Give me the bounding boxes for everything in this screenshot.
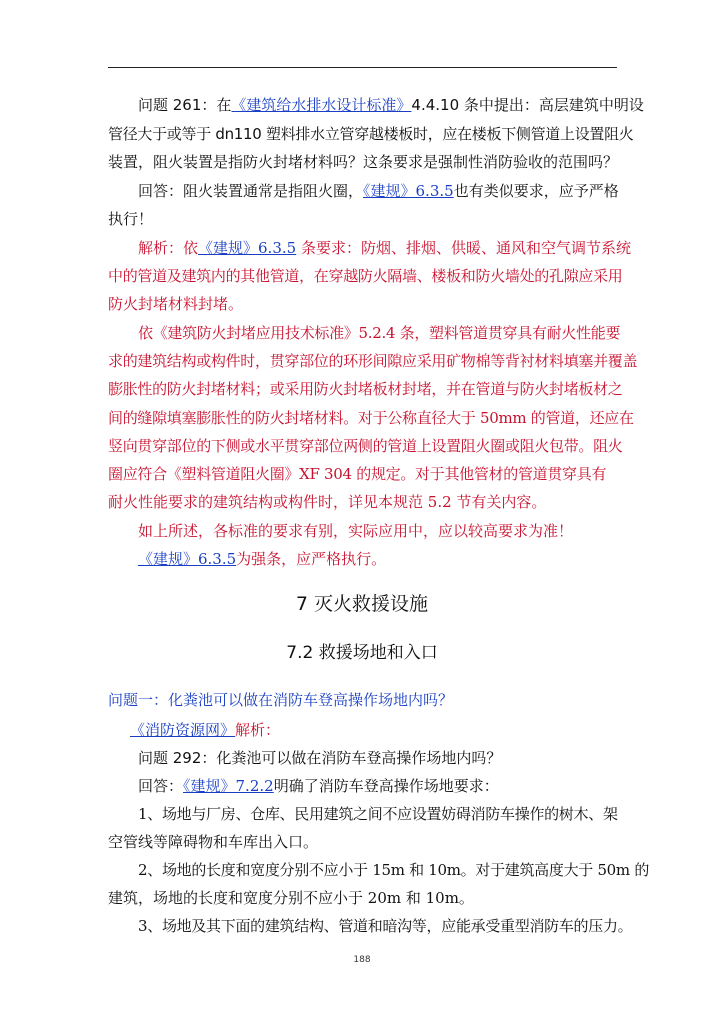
source-line [130,721,280,739]
q292-answer-link[interactable]: 《建规》7.2.2 [183,777,274,795]
para2-line-7: 耐火性能要求的建筑结构或构件时，详见本规范 5.2 节有关内容。 [108,493,547,511]
q261-line-3: 装置，阻火装置是指防火封堵材料吗？这条要求是强制性消防验收的范围吗？ [108,153,619,171]
source-label: 解析： [235,721,281,739]
analysis-line-3: 防火封堵材料封堵。 [108,295,244,313]
item-3: 3、场地及其下面的建筑结构、管道和暗沟等，应能承受重型消防车的压力。 [138,917,633,935]
answer-text: 明确了消防车登高操作场地要求： [273,777,499,795]
item-1-line-2: 空管线等障碍物和车库出入口。 [108,833,319,851]
q261-line-1 [138,96,644,114]
para2-line-6: 圈应符合《塑料管道阻火圈》XF 304 的规定。对于其他管材的管道贯穿具有 [108,465,607,483]
para4 [138,550,386,568]
para2-line-2: 求的建筑结构或构件时，贯穿部位的环形间隙应采用矿物棉等背衬材料填塞并覆盖 [108,352,638,370]
page-number: 188 [353,955,371,965]
q261-text: 4.4.10 条中提出：高层建筑中明设 [411,96,644,114]
para4-link[interactable]: 《建规》6.3.5 [138,550,237,568]
para4-text: 为强条，应严格执行。 [236,550,387,568]
para3: 如上所述，各标准的要求有别，实际应用中，应以较高要求为准！ [138,522,574,540]
answer-text: 也有类似要求，应予严格 [453,182,619,200]
item-1-line-1: 1、场地与厂房、仓库、民用建筑之间不应设置妨碍消防车操作的树木、架 [138,805,618,823]
analysis-text: 条要求：防烟、排烟、供暖、通风和空气调节系统 [296,239,631,257]
analysis-label: 解析：依 [138,239,199,257]
q261-answer [138,182,619,200]
q261-line-2: 管径大于或等于 dn110 塑料排水立管穿越楼板时，应在楼板下侧管道上设置阻火 [108,125,634,143]
source-link[interactable]: 《消防资源网》 [130,721,236,739]
analysis-link[interactable]: 《建规》6.3.5 [198,239,297,257]
para2-line-5: 竖向贯穿部位的下侧或水平贯穿部位两侧的管道上设置阻火圈或阻火包带。阻火 [108,437,623,455]
header-rule [108,67,617,68]
standard-link[interactable]: 《建筑给水排水设计标准》 [231,96,412,114]
analysis-line-1 [138,239,631,257]
item-2-line-1: 2、场地的长度和宽度分别不应小于 15m 和 10m。对于建筑高度大于 50m 的 [138,861,650,879]
q261-answer-cont: 执行！ [108,210,154,228]
answer-link[interactable]: 《建规》6.3.5 [363,182,454,200]
q261-text: 问题 261：在 [138,96,232,114]
analysis-line-2: 中的管道及建筑内的其他管道，在穿越防火隔墙、楼板和防火墙处的孔隙应采用 [108,267,623,285]
para2-line-4: 间的缝隙填塞膨胀性的防火封堵材料。对于公称直径大于 50mm 的管道，还应在 [108,409,634,427]
q292-question: 问题 292：化粪池可以做在消防车登高操作场地内吗？ [138,749,502,767]
para2-line-3: 膨胀性的防火封堵材料；或采用防火封堵板材封堵，并在管道与防火封堵板材之 [108,380,623,398]
section-title: 7.2 救援场地和入口 [286,643,438,663]
q292-answer [138,777,499,795]
item-2-line-2: 建筑，场地的长度和宽度分别不应小于 20m 和 10m。 [108,889,474,907]
question-one-title: 问题一：化粪池可以做在消防车登高操作场地内吗？ [108,691,454,709]
answer-label: 回答：阻火装置通常是指阻火圈， [138,182,364,200]
answer-label: 回答： [138,777,184,795]
para2-line-1: 依《建筑防火封堵应用技术标准》5.2.4 条，塑料管道贯穿具有耐火性能要 [138,324,621,342]
chapter-title: 7 灭火救援设施 [295,593,429,615]
